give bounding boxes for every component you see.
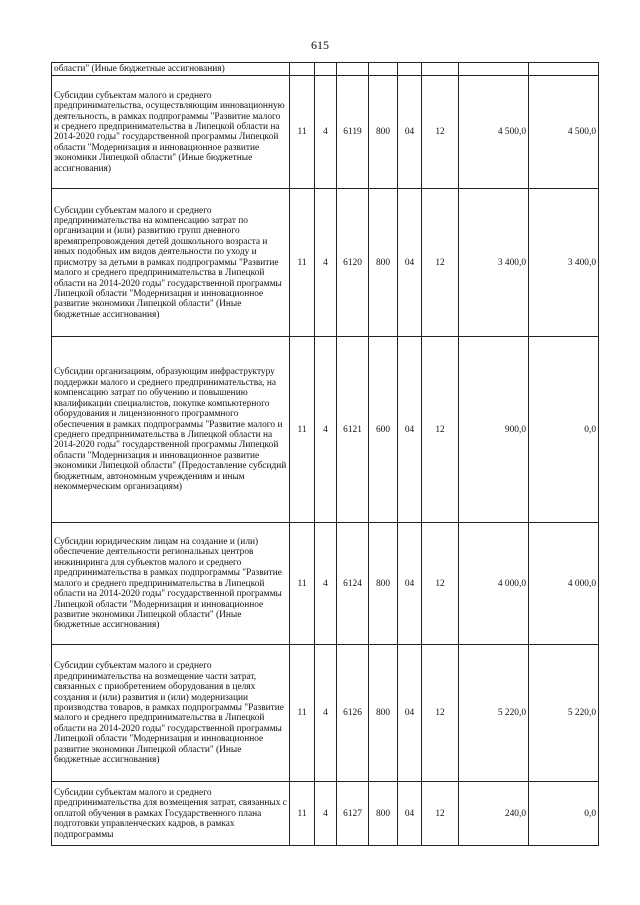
cell-section: 11: [290, 523, 315, 645]
cell-amount-2: 4 000,0: [529, 523, 599, 645]
cell-code-a: 04: [398, 337, 422, 523]
cell-expense-type: 800: [369, 189, 398, 337]
cell-amount-1: 240,0: [459, 782, 529, 846]
cell-amount-1: 900,0: [459, 337, 529, 523]
cell-code-a: 04: [398, 645, 422, 782]
cell-code-b: 12: [422, 645, 459, 782]
table-row: [52, 76, 599, 189]
row-description: Субсидии субъектам малого и среднего предпринимательства на возмещение части затрат, связанных с приобретением оборудования в целях создания и (или) развития и (или) модернизации производства товаров, в рамках подпрограммы "Развитие малого и среднего предпринимательства в Липецкой области на 2014-2020 годы" государственной программы Липецкой области "Модернизация и инновационное развитие экономики Липецкой области" (Иные бюджетные ассигнования): [52, 645, 290, 782]
table-row: [52, 189, 599, 337]
cell-amount-1: 4 500,0: [459, 76, 529, 189]
cell-code-a: 04: [398, 523, 422, 645]
row-description: Субсидии субъектам малого и среднего предпринимательства на компенсацию затрат по организации и (или) развитию групп дневного времяпрепровождения детей дошкольного возраста и иных подобных им видов деятельности по уходу и присмотру за детьми в рамках подпрограммы "Развитие малого и среднего предпринимательства в Липецкой области на 2014-2020 годы" государственной программы Липецкой области "Модернизация и инновационное развитие экономики Липецкой области" (Иные бюджетные ассигнования): [52, 189, 290, 337]
cell-target-article: 6120: [337, 189, 369, 337]
cell-amount-1: 3 400,0: [459, 189, 529, 337]
cell-amount-1: [459, 63, 529, 76]
cell-code-b: 12: [422, 76, 459, 189]
table-row: [52, 782, 599, 846]
table-row: [52, 645, 599, 782]
cell-expense-type: 800: [369, 645, 398, 782]
cell-section: 11: [290, 645, 315, 782]
cell-section: 11: [290, 189, 315, 337]
row-description: Субсидии субъектам малого и среднего предпринимательства для возмещения затрат, связанных с оплатой обучения в рамках Государственного плана подготовки управленческих кадров, в рамках подпрограммы: [52, 782, 290, 846]
cell-section: 11: [290, 337, 315, 523]
cell-amount-2: 0,0: [529, 782, 599, 846]
row-description: Субсидии юридическим лицам на создание и (или) обеспечение деятельности региональных центров инжиниринга для субъектов малого и среднего предпринимательства в рамках подпрограммы "Развитие малого и среднего предпринимательства в Липецкой области на 2014-2020 годы" государственной программы Липецкой области "Модернизация и инновационное развитие экономики Липецкой области" (Иные бюджетные ассигнования): [52, 523, 290, 645]
cell-expense-type: [369, 63, 398, 76]
cell-subsection: 4: [315, 645, 337, 782]
cell-code-a: [398, 63, 422, 76]
cell-subsection: 4: [315, 189, 337, 337]
cell-code-a: 04: [398, 782, 422, 846]
table-row: [52, 337, 599, 523]
table-row: [52, 523, 599, 645]
cell-target-article: 6121: [337, 337, 369, 523]
cell-amount-2: 3 400,0: [529, 189, 599, 337]
row-description: Субсидии субъектам малого и среднего предпринимательства, осуществляющим инновационную деятельность, в рамках подпрограммы "Развитие малого и среднего предпринимательства в Липецкой области на 2014-2020 годы" государственной программы Липецкой области "Модернизация и инновационное развитие экономики Липецкой области" (Иные бюджетные ассигнования): [52, 76, 290, 189]
cell-target-article: 6127: [337, 782, 369, 846]
page-number: 615: [311, 38, 329, 52]
cell-code-a: 04: [398, 189, 422, 337]
cell-subsection: [315, 63, 337, 76]
cell-code-a: 04: [398, 76, 422, 189]
cell-target-article: [337, 63, 369, 76]
cell-amount-1: 4 000,0: [459, 523, 529, 645]
budget-table-body: [52, 63, 599, 846]
cell-target-article: 6126: [337, 645, 369, 782]
cell-amount-2: 0,0: [529, 337, 599, 523]
cell-section: 11: [290, 76, 315, 189]
cell-expense-type: 800: [369, 782, 398, 846]
cell-target-article: 6119: [337, 76, 369, 189]
cell-subsection: 4: [315, 76, 337, 189]
cell-amount-1: 5 220,0: [459, 645, 529, 782]
cell-amount-2: 5 220,0: [529, 645, 599, 782]
cell-code-b: 12: [422, 523, 459, 645]
cell-subsection: 4: [315, 782, 337, 846]
cell-target-article: 6124: [337, 523, 369, 645]
row-description: Субсидии организациям, образующим инфраструктуру поддержки малого и среднего предпринимательства, на компенсацию затрат по обучению и повышению квалификации специалистов, покупке компьютерного оборудования и лицензионного программного обеспечения в рамках подпрограммы "Развитие малого и среднего предпринимательства в Липецкой области на 2014-2020 годы" государственной программы Липецкой области "Модернизация и инновационное развитие экономики Липецкой области" (Предоставление субсидий бюджетным, автономным учреждениям и иным некоммерческим организациям): [52, 337, 290, 523]
cell-amount-2: 4 500,0: [529, 76, 599, 189]
cell-code-b: 12: [422, 337, 459, 523]
cell-expense-type: 800: [369, 76, 398, 189]
cell-section: 11: [290, 782, 315, 846]
cell-subsection: 4: [315, 523, 337, 645]
row-description: области" (Иные бюджетные ассигнования): [52, 63, 290, 76]
cell-subsection: 4: [315, 337, 337, 523]
cell-amount-2: [529, 63, 599, 76]
cell-expense-type: 600: [369, 337, 398, 523]
cell-code-b: 12: [422, 782, 459, 846]
cell-code-b: [422, 63, 459, 76]
cell-expense-type: 800: [369, 523, 398, 645]
cell-code-b: 12: [422, 189, 459, 337]
cell-section: [290, 63, 315, 76]
budget-table: [51, 62, 599, 846]
table-row: [52, 63, 599, 76]
